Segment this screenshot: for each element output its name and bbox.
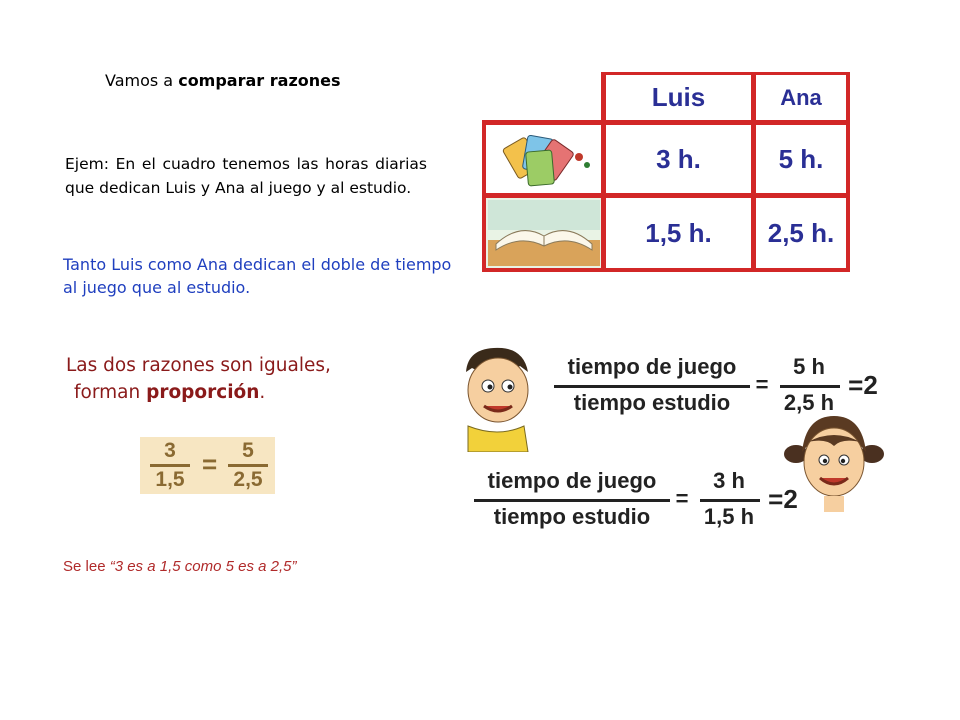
- ana-ratio-den: 2,5 h: [783, 390, 835, 415]
- proportion-word: proporción: [146, 382, 260, 403]
- fraction-left-numerator: 3: [164, 439, 176, 462]
- luis-ratio-num: 3 h: [713, 468, 745, 493]
- luis-study-hours: 1,5 h.: [606, 198, 751, 268]
- fraction-right-numerator: 5: [242, 439, 254, 462]
- title-prefix: Vamos a: [105, 71, 179, 90]
- luis-ratio-result: =2: [768, 484, 798, 514]
- double-statement: Tanto Luis como Ana dedican el doble de tiempo al juego que al estudio.: [63, 255, 452, 297]
- reading-prefix: Se lee: [63, 558, 110, 575]
- boy-illustration: [458, 342, 538, 452]
- luis-ratio-num-label: tiempo de juego: [487, 468, 657, 493]
- line2-suffix: .: [259, 382, 266, 403]
- playing-cards-icon: [486, 125, 601, 193]
- ana-ratio-den-label: tiempo estudio: [573, 390, 731, 415]
- ana-ratio-num-label: tiempo de juego: [567, 354, 737, 379]
- luis-ratio-den-label: tiempo estudio: [493, 504, 651, 529]
- luis-ratio-equals: =: [675, 486, 689, 511]
- hours-table: [482, 72, 850, 272]
- equal-ratios-line1: Las dos razones son iguales,: [66, 355, 331, 376]
- ana-ratio-value-bar: [780, 385, 840, 388]
- luis-ratio-den: 1,5 h: [703, 504, 755, 529]
- fraction-left-denominator: 1,5: [155, 468, 185, 491]
- ana-study-hours: 2,5 h.: [756, 198, 846, 268]
- fraction-right: [228, 439, 268, 492]
- page-title: [105, 71, 341, 90]
- equal-ratios-text: [66, 352, 331, 406]
- title-bold: comparar razones: [178, 71, 341, 90]
- luis-game-hours: 3 h.: [606, 125, 751, 193]
- ana-game-hours: 5 h.: [756, 125, 846, 193]
- header-ana: Ana: [756, 75, 846, 120]
- open-book-icon: [486, 198, 601, 268]
- ana-ratio-result: =2: [848, 370, 878, 400]
- equal-ratios-line2: [66, 379, 331, 406]
- equals-sign: =: [202, 449, 218, 479]
- ratio-luis: [468, 466, 808, 536]
- fraction-bar: [150, 464, 190, 467]
- table-corner: [482, 72, 601, 120]
- header-luis: Luis: [606, 75, 751, 120]
- line2-prefix: forman: [74, 382, 147, 403]
- reading-text: [63, 558, 296, 575]
- luis-ratio-value-bar: [700, 499, 760, 502]
- ana-ratio-label-bar: [554, 385, 750, 388]
- fraction-bar: [228, 464, 268, 467]
- reading-quote: “3 es a 1,5 como 5 es a 2,5”: [109, 558, 297, 575]
- luis-ratio-label-bar: [474, 499, 670, 502]
- ana-ratio-equals: =: [755, 372, 769, 397]
- ana-ratio-num: 5 h: [793, 354, 825, 379]
- fraction-right-denominator: 2,5: [233, 468, 263, 491]
- example-text: Ejem: En el cuadro tenemos las horas diarias que dedican Luis y Ana al juego y al estudio.: [65, 155, 427, 197]
- fraction-left: [150, 439, 190, 492]
- proportion-formula: [140, 437, 275, 494]
